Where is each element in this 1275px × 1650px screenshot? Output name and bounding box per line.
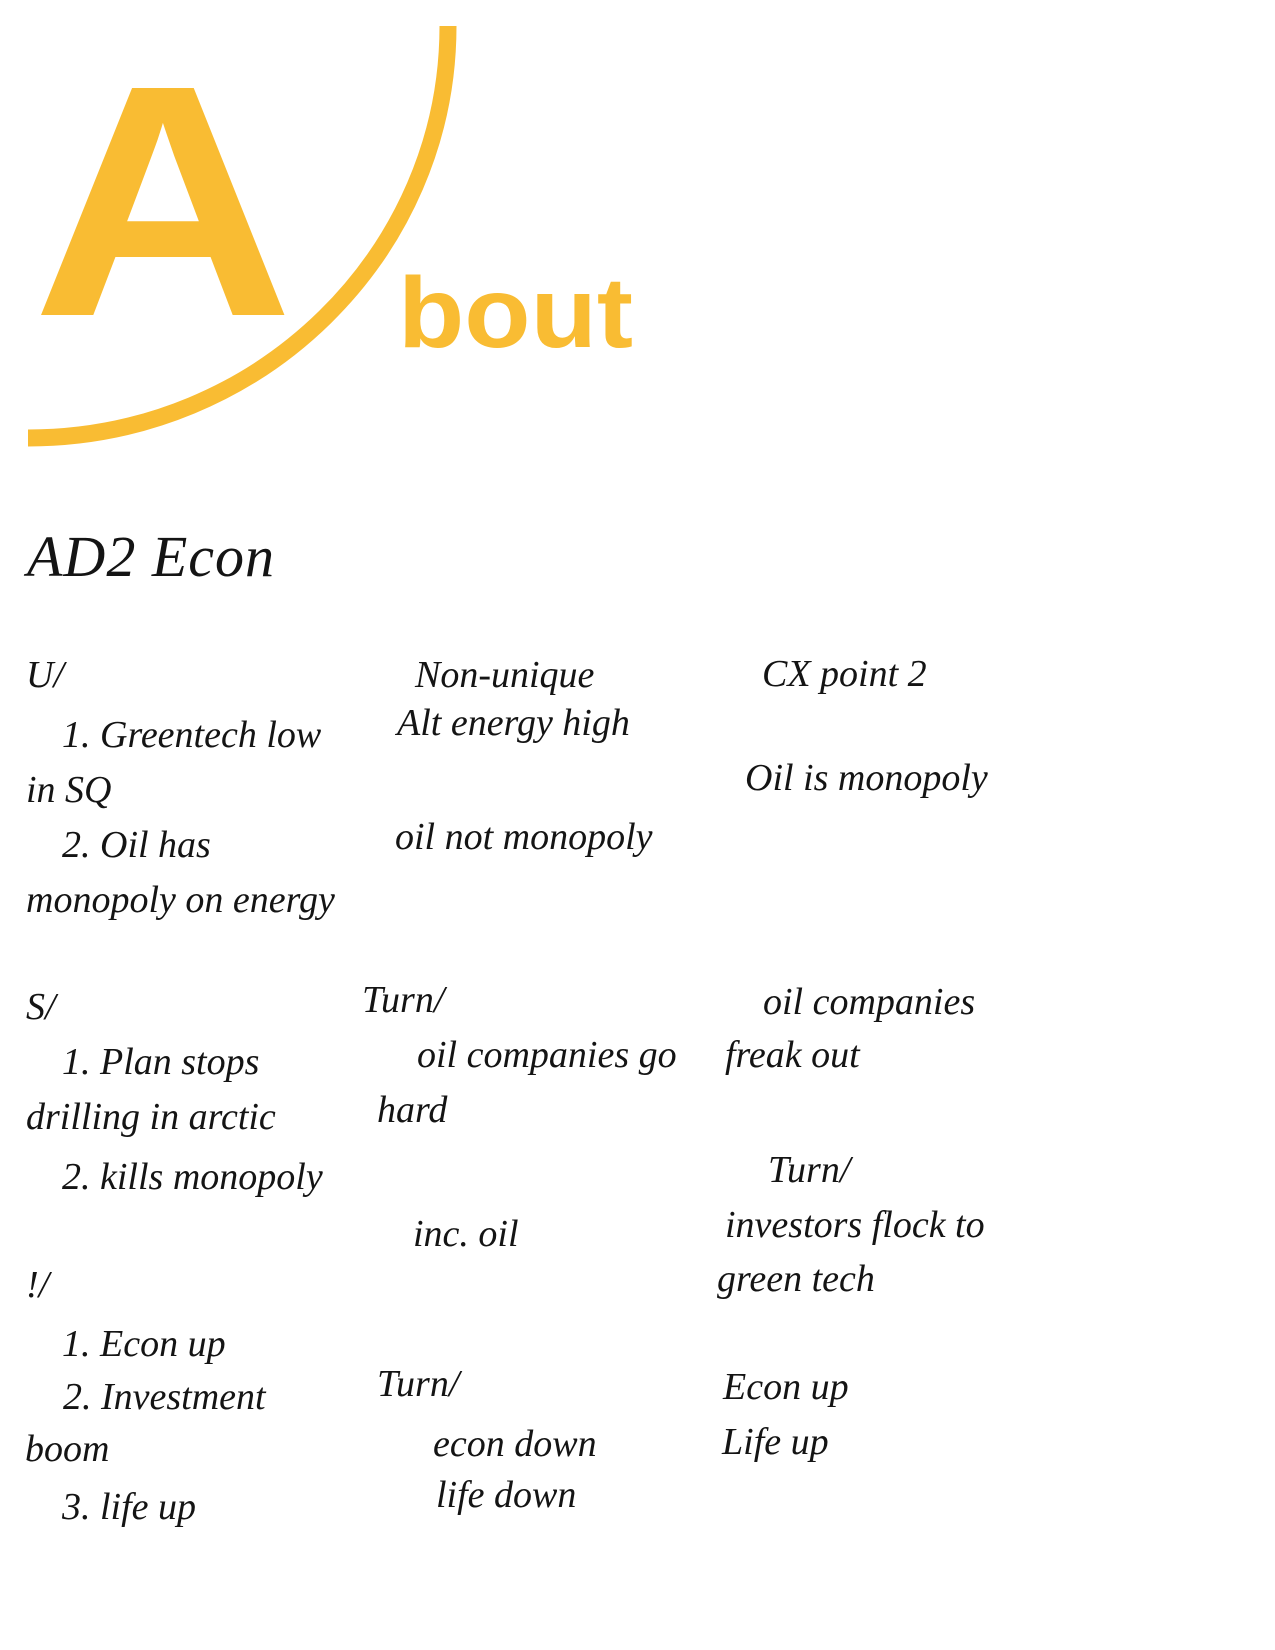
note-line: 2. kills monopoly — [62, 1156, 323, 1198]
note-line: oil not monopoly — [395, 816, 653, 858]
note-line: life down — [436, 1474, 577, 1516]
note-line: Oil is monopoly — [745, 757, 988, 799]
note-line-solvency-header: S/ — [26, 986, 56, 1028]
note-line-impact-header: !/ — [26, 1264, 50, 1306]
note-line: Alt energy high — [397, 702, 630, 744]
note-line: 2. Investment — [63, 1376, 266, 1418]
note-line-turn-header: Turn/ — [362, 979, 445, 1021]
about-logo — [0, 0, 700, 470]
note-line: investors flock to — [725, 1204, 985, 1246]
logo-letter: A — [32, 16, 294, 385]
page-title: AD2 Econ — [27, 524, 275, 589]
note-line: Life up — [722, 1421, 829, 1463]
note-line: Non-unique — [415, 654, 595, 696]
note-line: hard — [377, 1089, 448, 1131]
note-line: 3. life up — [62, 1486, 197, 1528]
note-line: freak out — [725, 1034, 860, 1076]
note-line-turn-header: Turn/ — [377, 1363, 460, 1405]
note-line: CX point 2 — [762, 653, 927, 695]
note-line: 1. Econ up — [62, 1323, 226, 1365]
note-line: 2. Oil has — [62, 824, 211, 866]
note-line: oil companies — [763, 981, 976, 1023]
note-line: 1. Plan stops — [62, 1041, 260, 1083]
note-line: oil companies go — [417, 1034, 677, 1076]
note-line: Econ up — [723, 1366, 849, 1408]
note-line: inc. oil — [413, 1213, 519, 1255]
note-line: boom — [25, 1428, 110, 1470]
note-line: drilling in arctic — [26, 1096, 276, 1138]
note-line: 1. Greentech low — [62, 714, 322, 756]
logo-text-suffix: bout — [398, 257, 633, 369]
note-line: monopoly on energy — [26, 879, 335, 921]
note-line-uniqueness-header: U/ — [26, 654, 64, 696]
note-line: econ down — [433, 1423, 597, 1465]
note-line-turn-header: Turn/ — [768, 1149, 851, 1191]
note-line: in SQ — [26, 769, 112, 811]
note-line: green tech — [717, 1258, 875, 1300]
